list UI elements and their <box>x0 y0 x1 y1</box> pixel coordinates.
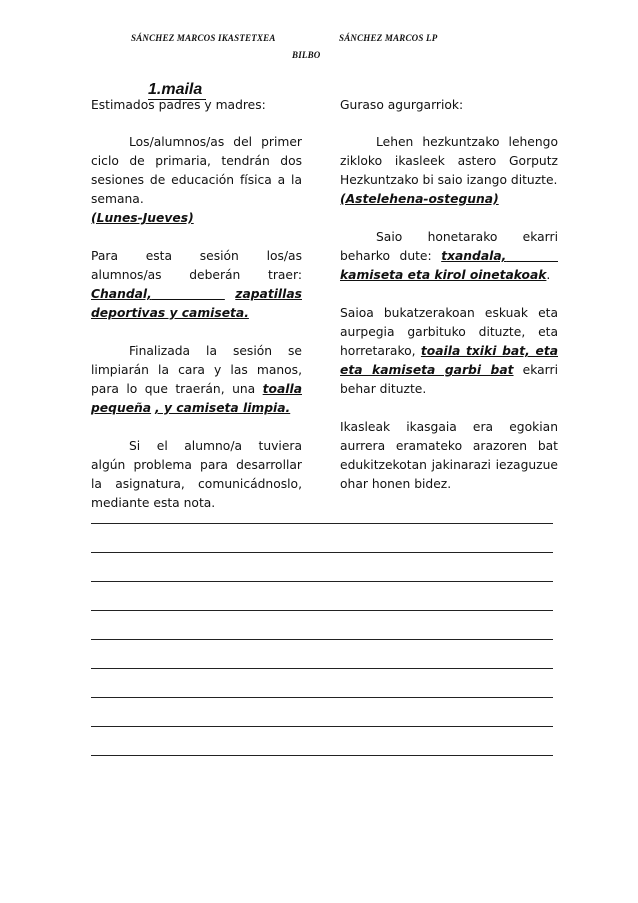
basque-p3-end: ekarri behar dituzte. <box>340 363 558 396</box>
basque-greeting: Guraso agurgarriok: <box>340 98 464 112</box>
spanish-p3-intro: Finalizada la sesión se limpiarán la cara y las manos, para lo que traerán, una <box>91 344 302 396</box>
spanish-p3-item-b: , y camiseta limpia. <box>155 401 291 415</box>
answer-line <box>91 755 553 756</box>
basque-p2-end: . <box>546 268 551 282</box>
answer-line <box>91 697 553 698</box>
basque-p2-item-b: kamiseta eta kirol oinetakoak <box>340 268 547 282</box>
basque-p2-underline-gap <box>506 249 558 263</box>
spanish-paragraph-1: Los/alumnos/as del primer ciclo de primaria, tendrán dos sesiones de educación física a la semana. <box>91 135 302 206</box>
spanish-days-text: (Lunes-Jueves) <box>91 211 194 225</box>
basque-days <box>340 190 558 209</box>
basque-paragraph-3 <box>340 304 558 399</box>
answer-line <box>91 726 553 727</box>
answer-line <box>91 610 553 611</box>
spanish-p3-item-a: toalla pequeña <box>91 382 302 415</box>
basque-paragraph-1: Lehen hezkuntzako lehengo zikloko ikasleek astero Gorputz Hezkuntzako bi saio izango dituzte. <box>340 135 558 187</box>
answer-line <box>91 668 553 669</box>
city-name: BILBO <box>292 50 321 60</box>
basque-paragraph-4: Ikasleak ikasgaia era egokian aurrera eramateko arazoren bat edukitzekotan jakinarazi iezaguzue ohar honen bidez. <box>340 420 558 491</box>
spanish-greeting: Estimados padres y madres: <box>91 98 266 112</box>
school-name-es: SÁNCHEZ MARCOS IKASTETXEA <box>131 33 276 43</box>
spanish-paragraph-4: Si el alumno/a tuviera algún problema para desarrollar la asignatura, comunicádnoslo, mediante esta nota. <box>91 439 302 510</box>
school-name-eu: SÁNCHEZ MARCOS LP <box>339 33 438 43</box>
spanish-p2-intro: Para esta sesión los/as alumnos/as deberán traer: <box>91 249 302 282</box>
answer-line <box>91 639 553 640</box>
spanish-p2-underline-gap <box>152 287 225 301</box>
spanish-p2-item-a: Chandal, <box>91 287 152 301</box>
answer-line <box>91 552 553 553</box>
basque-p2-intro: Saio honetarako ekarri beharko dute: <box>340 230 558 263</box>
basque-paragraph-2 <box>340 228 558 285</box>
answer-line <box>91 523 553 524</box>
spanish-days <box>91 209 302 228</box>
basque-p3-items: toaila txiki bat, eta eta kamiseta garbi bat <box>340 344 559 377</box>
answer-line <box>91 581 553 582</box>
spanish-p2-item-b: zapatillas deportivas y camiseta. <box>91 287 302 320</box>
spanish-column <box>91 96 302 513</box>
spanish-paragraph-2 <box>91 247 302 323</box>
basque-days-text: (Astelehena-osteguna) <box>340 192 499 206</box>
basque-p3-intro: Saioa bukatzerakoan eskuak eta aurpegia garbituko dituzte, eta horretarako, <box>340 306 558 358</box>
spanish-paragraph-3 <box>91 342 302 418</box>
basque-column <box>340 96 558 494</box>
page-title: 1.maila <box>148 81 206 100</box>
basque-p2-item-a: txandala, <box>441 249 507 263</box>
